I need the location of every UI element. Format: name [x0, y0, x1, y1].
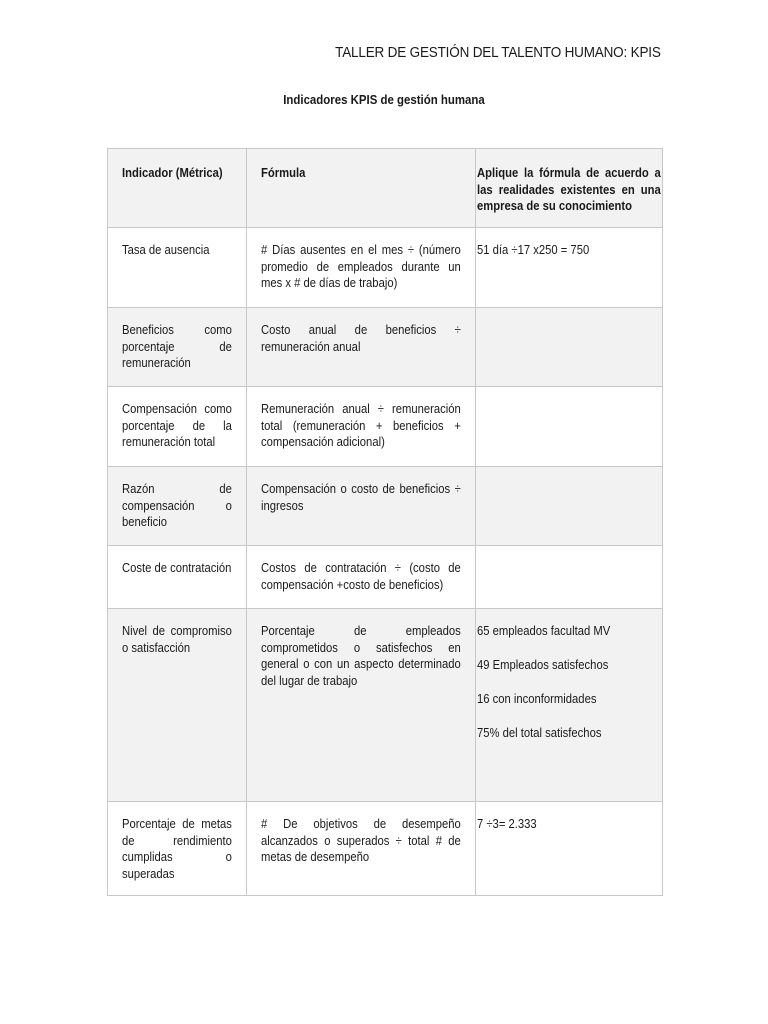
formula-cell: Costos de contratación ÷ (costo de compensación +costo de beneficios): [247, 546, 476, 609]
table-row: [108, 609, 663, 802]
application-line: 7 ÷3= 2.333: [477, 817, 537, 831]
application-cell: [476, 308, 663, 387]
application-cell: [476, 802, 663, 896]
document-title: Indicadores KPIS de gestión humana: [283, 92, 485, 107]
table-row: [108, 467, 663, 546]
indicator-cell: Coste de contratación: [108, 546, 247, 609]
formula-cell: Remuneración anual ÷ remuneración total (remuneración + beneficios + compensación adicional): [247, 387, 476, 467]
indicator-cell: Razón de compensación o beneficio: [108, 467, 247, 546]
application-cell: [476, 228, 663, 308]
application-cell: [476, 467, 663, 546]
header-formula: Fórmula: [247, 149, 476, 228]
application-line: 16 con inconformidades: [477, 692, 597, 706]
application-line: 65 empleados facultad MV: [477, 624, 611, 638]
formula-cell: Porcentaje de empleados comprometidos o satisfechos en general o con un aspecto determinado del lugar de trabajo: [247, 609, 476, 802]
formula-cell: Costo anual de beneficios ÷ remuneración anual: [247, 308, 476, 387]
indicator-cell: Nivel de compromiso o satisfacción: [108, 609, 247, 802]
table-row: [108, 802, 663, 896]
header-indicator: Indicador (Métrica): [108, 149, 247, 228]
table-row: [108, 387, 663, 467]
indicator-cell: Porcentaje de metas de rendimiento cumplidas o superadas: [108, 802, 247, 896]
formula-cell: # De objetivos de desempeño alcanzados o superados ÷ total # de metas de desempeño: [247, 802, 476, 896]
application-cell: [476, 546, 663, 609]
running-header: TALLER DE GESTIÓN DEL TALENTO HUMANO: KPIS: [335, 44, 661, 61]
application-line: 51 día ÷17 x250 = 750: [477, 243, 590, 257]
application-line: 75% del total satisfechos: [477, 726, 602, 740]
table-row: [108, 308, 663, 387]
table-row: [108, 546, 663, 609]
application-cell: [476, 387, 663, 467]
kpi-table: [107, 148, 663, 896]
indicator-cell: Tasa de ausencia: [108, 228, 247, 308]
application-line: 49 Empleados satisfechos: [477, 658, 609, 672]
application-cell: [476, 609, 663, 802]
header-application: Aplique la fórmula de acuerdo a las realidades existentes en una empresa de su conocimiento: [476, 149, 663, 228]
formula-cell: # Días ausentes en el mes ÷ (número promedio de empleados durante un mes x # de días de trabajo): [247, 228, 476, 308]
formula-cell: Compensación o costo de beneficios ÷ ingresos: [247, 467, 476, 546]
table-row: [108, 228, 663, 308]
indicator-cell: Compensación como porcentaje de la remuneración total: [108, 387, 247, 467]
table-header-row: [108, 149, 663, 228]
indicator-cell: Beneficios como porcentaje de remuneración: [108, 308, 247, 387]
